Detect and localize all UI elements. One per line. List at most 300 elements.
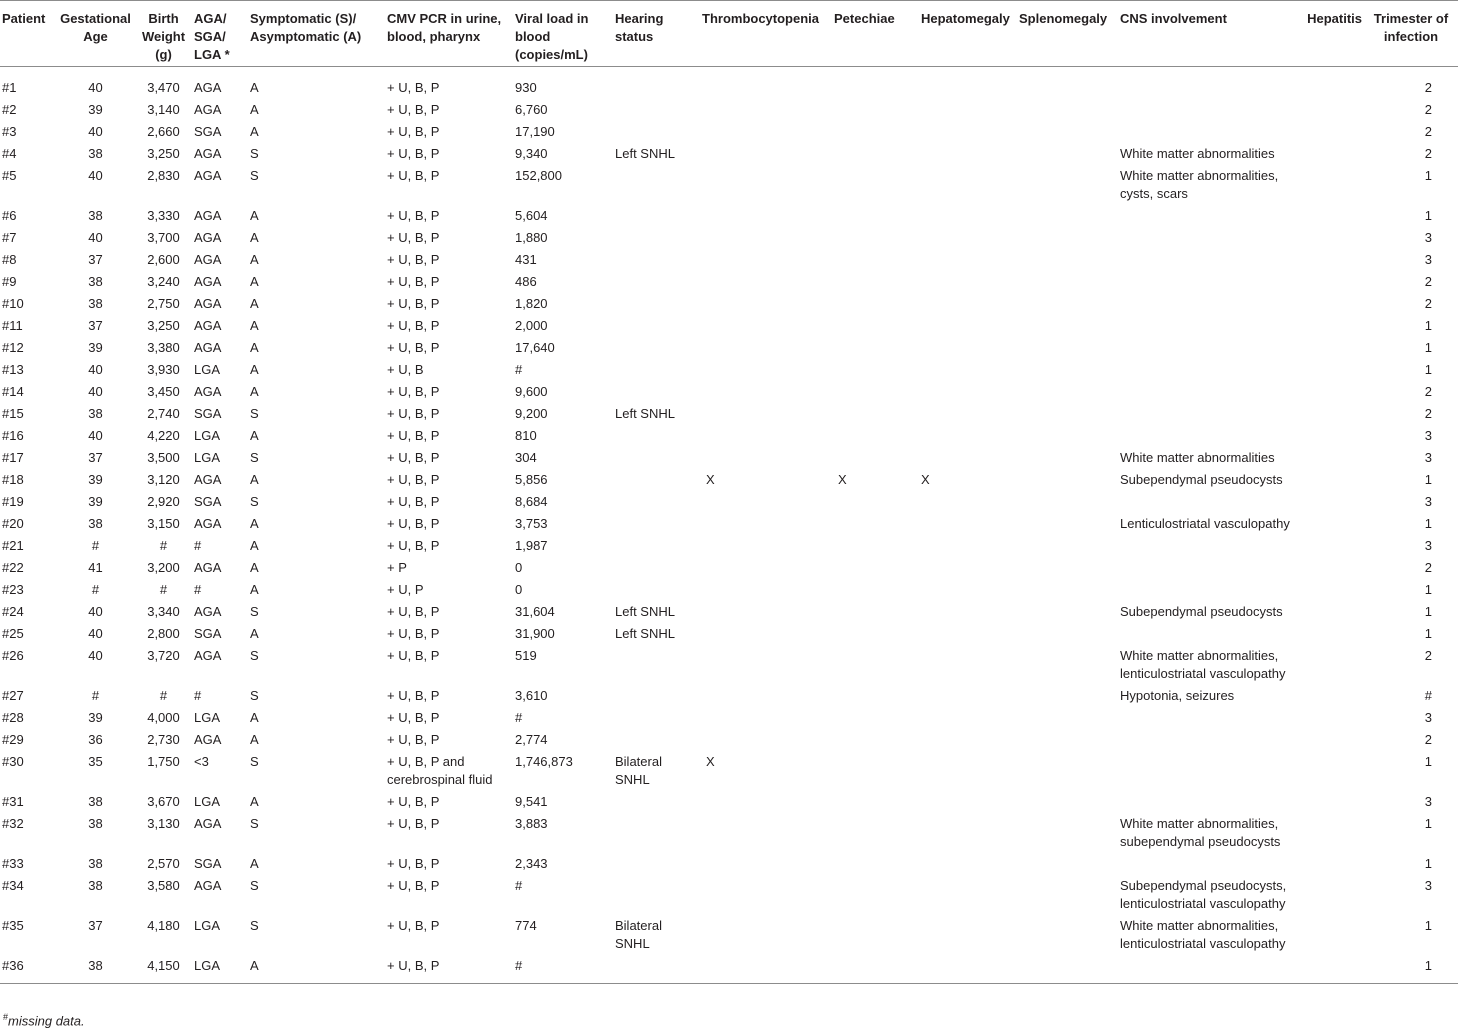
cell-cns-involvement: White matter abnormalities xyxy=(1120,450,1275,465)
cell-cns-involvement xyxy=(1118,623,1301,645)
cell-thrombocytopenia xyxy=(700,875,832,915)
cell-trimester: 1 xyxy=(1424,362,1432,377)
cell-thrombocytopenia xyxy=(700,791,832,813)
cell-birth-weight: # xyxy=(159,538,168,553)
cell-splenomegaly xyxy=(1017,791,1118,813)
cell-gestational-age: 40 xyxy=(88,384,103,399)
cell-splenomegaly xyxy=(1017,729,1118,751)
cell-petechiae xyxy=(832,729,919,751)
cell-trimester: 1 xyxy=(1424,582,1432,597)
cell-gestational-age: 37 xyxy=(88,450,103,465)
cell-size-for-age: AGA xyxy=(194,102,222,117)
cell-thrombocytopenia xyxy=(700,293,832,315)
cell-viral-load: 17,190 xyxy=(515,124,555,139)
cell-gestational-age: 37 xyxy=(88,252,103,267)
cell-cmv-pcr: + U, B, P xyxy=(387,856,440,871)
header-thrombocytopenia: Thrombocytopenia xyxy=(700,1,832,67)
cell-hearing-status xyxy=(613,685,700,707)
header-cns-involvement: CNS involvement xyxy=(1118,1,1301,67)
cell-cns-involvement xyxy=(1118,425,1301,447)
cell-thrombocytopenia xyxy=(700,227,832,249)
cell-symptomatic: A xyxy=(250,560,259,575)
cell-birth-weight: 3,240 xyxy=(147,274,180,289)
header-gestational-age: Gestational Age xyxy=(56,1,135,67)
header-size-for-age: AGA/ SGA/ LGA * xyxy=(192,1,248,67)
cell-patient: #19 xyxy=(2,494,24,509)
cell-cmv-pcr: + U, B, P xyxy=(387,816,440,831)
cell-patient: #30 xyxy=(2,754,24,769)
cell-symptomatic: A xyxy=(250,428,259,443)
table-row xyxy=(0,205,1458,227)
cell-hepatomegaly xyxy=(919,579,1017,601)
cell-petechiae xyxy=(832,293,919,315)
cell-size-for-age: AGA xyxy=(194,318,222,333)
cell-cns-involvement xyxy=(1118,227,1301,249)
cell-hearing-status xyxy=(613,205,700,227)
cell-birth-weight: 4,220 xyxy=(147,428,180,443)
cell-thrombocytopenia xyxy=(700,99,832,121)
table-row xyxy=(0,447,1458,469)
table-row xyxy=(0,469,1458,491)
cell-cns-involvement: Hypotonia, seizures xyxy=(1120,688,1235,703)
cell-thrombocytopenia xyxy=(700,403,832,425)
cell-gestational-age: 40 xyxy=(88,80,103,95)
cell-hepatitis xyxy=(1301,293,1364,315)
cell-symptomatic: A xyxy=(250,794,259,809)
cell-size-for-age: AGA xyxy=(194,648,222,663)
cell-petechiae xyxy=(832,853,919,875)
cell-hepatomegaly xyxy=(919,853,1017,875)
cell-birth-weight: 3,580 xyxy=(147,878,180,893)
cell-thrombocytopenia xyxy=(700,143,832,165)
cell-birth-weight: 3,140 xyxy=(147,102,180,117)
cell-hepatitis xyxy=(1301,955,1364,984)
cell-hepatitis xyxy=(1301,67,1364,100)
cell-hearing-status xyxy=(613,249,700,271)
cell-hearing-status xyxy=(613,165,700,205)
cell-viral-load: 8,684 xyxy=(515,494,548,509)
cell-petechiae xyxy=(832,143,919,165)
cell-cns-involvement: White matter abnormalities, cysts, scars xyxy=(1120,168,1279,201)
cell-patient: #29 xyxy=(2,732,24,747)
cell-hepatomegaly xyxy=(919,813,1017,853)
cell-patient: #15 xyxy=(2,406,24,421)
cell-birth-weight: 3,380 xyxy=(147,340,180,355)
cell-patient: #24 xyxy=(2,604,24,619)
cell-birth-weight: 2,660 xyxy=(147,124,180,139)
cell-splenomegaly xyxy=(1017,381,1118,403)
cell-birth-weight: 3,720 xyxy=(147,648,180,663)
cell-trimester: 1 xyxy=(1424,604,1432,619)
header-trimester: Trimester of infection xyxy=(1364,1,1458,67)
cell-thrombocytopenia xyxy=(700,447,832,469)
header-hepatomegaly: Hepatomegaly xyxy=(919,1,1017,67)
cell-cmv-pcr: + U, B, P xyxy=(387,318,440,333)
cell-hearing-status xyxy=(613,337,700,359)
cell-cmv-pcr: + U, B, P xyxy=(387,538,440,553)
cell-hepatomegaly xyxy=(919,915,1017,955)
cell-splenomegaly xyxy=(1017,447,1118,469)
cell-patient: #3 xyxy=(2,124,17,139)
cell-thrombocytopenia xyxy=(700,601,832,623)
cell-hepatomegaly xyxy=(919,315,1017,337)
cell-symptomatic: A xyxy=(250,230,259,245)
cell-size-for-age: AGA xyxy=(194,340,222,355)
cell-petechiae xyxy=(832,315,919,337)
cell-gestational-age: 38 xyxy=(88,794,103,809)
cell-trimester: 1 xyxy=(1424,208,1432,223)
cell-size-for-age: AGA xyxy=(194,252,222,267)
table-row xyxy=(0,645,1458,685)
cell-size-for-age: AGA xyxy=(194,384,222,399)
table-row xyxy=(0,707,1458,729)
cell-cmv-pcr: + U, B, P xyxy=(387,124,440,139)
cell-gestational-age: 38 xyxy=(88,516,103,531)
cell-hepatomegaly xyxy=(919,875,1017,915)
cell-size-for-age: AGA xyxy=(194,560,222,575)
cell-hepatitis xyxy=(1301,403,1364,425)
cell-size-for-age: # xyxy=(194,538,202,553)
cell-trimester: 3 xyxy=(1424,428,1432,443)
cell-size-for-age: AGA xyxy=(194,168,222,183)
cell-gestational-age: 39 xyxy=(88,102,103,117)
cell-size-for-age: LGA xyxy=(194,794,221,809)
cell-hepatomegaly xyxy=(919,67,1017,100)
cell-viral-load: 774 xyxy=(515,918,537,933)
cell-cns-involvement xyxy=(1118,99,1301,121)
cell-petechiae xyxy=(832,381,919,403)
cell-gestational-age: 40 xyxy=(88,124,103,139)
cell-trimester: 2 xyxy=(1424,296,1432,311)
cell-hepatomegaly xyxy=(919,425,1017,447)
cell-cmv-pcr: + U, B, P xyxy=(387,648,440,663)
cell-trimester: 3 xyxy=(1424,494,1432,509)
cell-thrombocytopenia xyxy=(700,535,832,557)
cell-hepatomegaly xyxy=(919,751,1017,791)
cell-trimester: 2 xyxy=(1424,384,1432,399)
cell-hepatitis xyxy=(1301,729,1364,751)
cell-cns-involvement xyxy=(1118,271,1301,293)
cell-hepatitis xyxy=(1301,315,1364,337)
cell-hepatitis xyxy=(1301,359,1364,381)
cell-hepatomegaly xyxy=(919,249,1017,271)
cell-size-for-age: SGA xyxy=(194,124,222,139)
cell-symptomatic: A xyxy=(250,582,259,597)
cell-hearing-status xyxy=(613,955,700,984)
cell-gestational-age: 37 xyxy=(88,318,103,333)
cell-petechiae xyxy=(832,121,919,143)
cell-cmv-pcr: + U, B, P xyxy=(387,626,440,641)
cell-petechiae xyxy=(832,791,919,813)
cell-patient: #36 xyxy=(0,955,56,984)
cell-viral-load: 9,600 xyxy=(515,384,548,399)
cell-hearing-status xyxy=(613,67,700,100)
cell-trimester: 1 xyxy=(1364,955,1458,984)
cell-hepatomegaly xyxy=(919,359,1017,381)
cell-patient: #35 xyxy=(2,918,24,933)
table-row xyxy=(0,143,1458,165)
cell-trimester: 3 xyxy=(1424,878,1432,893)
cell-viral-load: 31,900 xyxy=(515,626,555,641)
cell-trimester: 3 xyxy=(1424,230,1432,245)
cell-petechiae xyxy=(832,249,919,271)
cell-viral-load: 930 xyxy=(515,80,537,95)
cell-cns-involvement xyxy=(1118,751,1301,791)
cell-patient: #8 xyxy=(2,252,17,267)
cell-viral-load: 2,000 xyxy=(515,318,548,333)
cell-petechiae xyxy=(832,707,919,729)
cell-petechiae xyxy=(832,205,919,227)
table-row xyxy=(0,535,1458,557)
cell-birth-weight: 2,750 xyxy=(147,296,180,311)
cell-splenomegaly xyxy=(1017,915,1118,955)
cell-cmv-pcr: + U, B, P xyxy=(387,878,440,893)
cell-thrombocytopenia xyxy=(700,381,832,403)
table-row xyxy=(0,121,1458,143)
cell-cmv-pcr: + U, B, P xyxy=(387,230,440,245)
cell-hepatitis xyxy=(1301,623,1364,645)
cell-patient: #18 xyxy=(2,472,24,487)
cell-birth-weight: 3,500 xyxy=(147,450,180,465)
cell-thrombocytopenia xyxy=(700,853,832,875)
cell-splenomegaly xyxy=(1017,359,1118,381)
cell-hepatitis xyxy=(1301,685,1364,707)
cell-birth-weight: 3,120 xyxy=(147,472,180,487)
cell-size-for-age: LGA xyxy=(194,450,221,465)
cell-hearing-status: Left SNHL xyxy=(615,146,675,161)
cell-symptomatic: A xyxy=(250,516,259,531)
cell-hepatomegaly xyxy=(919,535,1017,557)
cell-petechiae xyxy=(832,813,919,853)
cell-petechiae xyxy=(832,601,919,623)
cell-cmv-pcr: + U, B, P xyxy=(387,274,440,289)
cell-cmv-pcr: + U, B, P xyxy=(387,168,440,183)
cell-hearing-status xyxy=(613,425,700,447)
cell-size-for-age: LGA xyxy=(194,362,221,377)
cell-hearing-status: Left SNHL xyxy=(615,604,675,619)
cell-birth-weight: 4,000 xyxy=(147,710,180,725)
cell-thrombocytopenia xyxy=(700,955,832,984)
cell-symptomatic: A xyxy=(250,80,259,95)
cell-hepatitis xyxy=(1301,227,1364,249)
cell-petechiae xyxy=(832,685,919,707)
cell-birth-weight: 4,180 xyxy=(147,918,180,933)
cell-patient: #27 xyxy=(2,688,24,703)
cell-hearing-status: Bilateral SNHL xyxy=(615,918,662,951)
cell-splenomegaly xyxy=(1017,645,1118,685)
cell-size-for-age: SGA xyxy=(194,406,222,421)
table-row xyxy=(0,955,1458,984)
cell-hepatomegaly: X xyxy=(921,472,930,487)
cell-thrombocytopenia xyxy=(700,707,832,729)
cell-hepatomegaly xyxy=(919,143,1017,165)
cell-cmv-pcr: + U, B xyxy=(387,362,424,377)
cell-hepatitis xyxy=(1301,853,1364,875)
footnote-mark: # xyxy=(3,1012,9,1022)
cell-thrombocytopenia xyxy=(700,337,832,359)
cell-gestational-age: 40 xyxy=(88,648,103,663)
cell-patient: #26 xyxy=(2,648,24,663)
cell-hearing-status xyxy=(613,381,700,403)
cell-cns-involvement xyxy=(1118,315,1301,337)
cell-cmv-pcr: + U, B, P xyxy=(387,340,440,355)
cell-viral-load: 304 xyxy=(515,450,537,465)
cell-trimester: # xyxy=(1424,688,1432,703)
cell-splenomegaly xyxy=(1017,293,1118,315)
cell-hearing-status xyxy=(613,535,700,557)
cell-petechiae xyxy=(832,645,919,685)
cell-cns-involvement xyxy=(1118,729,1301,751)
cell-size-for-age: AGA xyxy=(194,208,222,223)
cell-cns-involvement: Lenticulostriatal vasculopathy xyxy=(1120,516,1290,531)
cell-hearing-status xyxy=(613,491,700,513)
cell-petechiae xyxy=(832,955,919,984)
cell-hepatomegaly xyxy=(919,685,1017,707)
cell-thrombocytopenia xyxy=(700,67,832,100)
table-row xyxy=(0,99,1458,121)
cell-gestational-age: 38 xyxy=(56,955,135,984)
cell-cns-involvement: White matter abnormalities xyxy=(1120,146,1275,161)
cell-petechiae xyxy=(832,535,919,557)
cell-trimester: 1 xyxy=(1424,856,1432,871)
cell-hearing-status xyxy=(613,359,700,381)
cell-birth-weight: 3,250 xyxy=(147,318,180,333)
cell-cmv-pcr: + U, B, P xyxy=(387,472,440,487)
cell-cmv-pcr: + U, B, P xyxy=(387,794,440,809)
cell-cns-involvement: Subependymal pseudocysts, lenticulostriatal vasculopathy xyxy=(1120,878,1287,911)
cell-cns-involvement: Subependymal pseudocysts xyxy=(1120,604,1283,619)
table-row xyxy=(0,729,1458,751)
cell-birth-weight: # xyxy=(159,688,168,703)
cell-thrombocytopenia xyxy=(700,121,832,143)
cell-petechiae xyxy=(832,165,919,205)
cell-size-for-age: AGA xyxy=(194,472,222,487)
cell-trimester: 1 xyxy=(1424,168,1432,183)
cell-hepatomegaly xyxy=(919,205,1017,227)
cell-hepatitis xyxy=(1301,165,1364,205)
table-row xyxy=(0,293,1458,315)
cell-viral-load: 152,800 xyxy=(515,168,562,183)
cell-hepatomegaly xyxy=(919,955,1017,984)
cell-viral-load: 31,604 xyxy=(515,604,555,619)
cell-splenomegaly xyxy=(1017,403,1118,425)
table-row xyxy=(0,425,1458,447)
cell-patient: #25 xyxy=(2,626,24,641)
cell-birth-weight: 3,130 xyxy=(147,816,180,831)
cell-viral-load: 0 xyxy=(515,582,523,597)
cell-hepatitis xyxy=(1301,513,1364,535)
cell-patient: #13 xyxy=(2,362,24,377)
table-row xyxy=(0,513,1458,535)
cell-birth-weight: 2,740 xyxy=(147,406,180,421)
cell-gestational-age: 40 xyxy=(88,230,103,245)
cell-size-for-age: AGA xyxy=(194,80,222,95)
header-viral-load: Viral load in blood (copies/mL) xyxy=(513,1,613,67)
cell-patient: #16 xyxy=(2,428,24,443)
cell-splenomegaly xyxy=(1017,227,1118,249)
cell-symptomatic: S xyxy=(250,918,259,933)
table-row xyxy=(0,165,1458,205)
cell-cns-involvement xyxy=(1118,557,1301,579)
table-row xyxy=(0,623,1458,645)
cell-birth-weight: 3,470 xyxy=(147,80,180,95)
cell-symptomatic: S xyxy=(250,754,259,769)
cell-cmv-pcr: + U, B, P xyxy=(387,494,440,509)
cell-patient: #17 xyxy=(2,450,24,465)
cell-patient: #31 xyxy=(2,794,24,809)
cell-hearing-status xyxy=(613,645,700,685)
cell-cmv-pcr: + U, B, P xyxy=(387,102,440,117)
cell-symptomatic: A xyxy=(250,710,259,725)
table-row xyxy=(0,579,1458,601)
cell-size-for-age: AGA xyxy=(194,604,222,619)
cell-thrombocytopenia xyxy=(700,425,832,447)
cell-birth-weight: 3,250 xyxy=(147,146,180,161)
cell-petechiae xyxy=(832,915,919,955)
cell-hearing-status xyxy=(613,271,700,293)
cell-patient: #32 xyxy=(2,816,24,831)
cell-splenomegaly xyxy=(1017,205,1118,227)
cell-splenomegaly xyxy=(1017,853,1118,875)
cell-thrombocytopenia xyxy=(700,729,832,751)
cell-thrombocytopenia xyxy=(700,249,832,271)
header-symptomatic: Symptomatic (S)/ Asymptomatic (A) xyxy=(248,1,381,67)
cell-petechiae xyxy=(832,271,919,293)
cell-splenomegaly xyxy=(1017,121,1118,143)
cell-hepatitis xyxy=(1301,121,1364,143)
cell-petechiae xyxy=(832,447,919,469)
cell-hepatomegaly xyxy=(919,447,1017,469)
cell-splenomegaly xyxy=(1017,271,1118,293)
cell-hearing-status xyxy=(613,469,700,491)
header-splenomegaly: Splenomegaly xyxy=(1017,1,1118,67)
cell-trimester: 1 xyxy=(1424,340,1432,355)
cell-gestational-age: # xyxy=(91,538,100,553)
cell-hearing-status xyxy=(613,293,700,315)
cell-trimester: 1 xyxy=(1424,918,1432,933)
table-row xyxy=(0,381,1458,403)
cell-petechiae xyxy=(832,513,919,535)
cell-cmv-pcr: + U, B, P xyxy=(387,252,440,267)
cell-size-for-age: AGA xyxy=(194,296,222,311)
cell-birth-weight: # xyxy=(159,582,168,597)
cell-viral-load: 5,604 xyxy=(515,208,548,223)
cell-patient: #21 xyxy=(2,538,24,553)
cell-cns-involvement xyxy=(1118,707,1301,729)
cell-symptomatic: S xyxy=(250,688,259,703)
table-row xyxy=(0,557,1458,579)
cell-viral-load: 1,746,873 xyxy=(515,754,573,769)
cell-trimester: 1 xyxy=(1424,472,1432,487)
cell-size-for-age: AGA xyxy=(194,274,222,289)
cell-viral-load: 2,343 xyxy=(515,856,548,871)
cell-viral-load: # xyxy=(515,878,523,893)
cell-petechiae xyxy=(832,337,919,359)
cell-hearing-status xyxy=(613,707,700,729)
cell-hepatitis xyxy=(1301,143,1364,165)
cell-hepatomegaly xyxy=(919,645,1017,685)
table-row xyxy=(0,337,1458,359)
cell-symptomatic: S xyxy=(250,450,259,465)
cell-trimester: 2 xyxy=(1424,146,1432,161)
cell-petechiae xyxy=(832,99,919,121)
cell-trimester: 2 xyxy=(1424,124,1432,139)
table-row xyxy=(0,915,1458,955)
cell-petechiae xyxy=(832,557,919,579)
table-row xyxy=(0,751,1458,791)
cell-gestational-age: 39 xyxy=(88,340,103,355)
cell-hepatomegaly xyxy=(919,165,1017,205)
